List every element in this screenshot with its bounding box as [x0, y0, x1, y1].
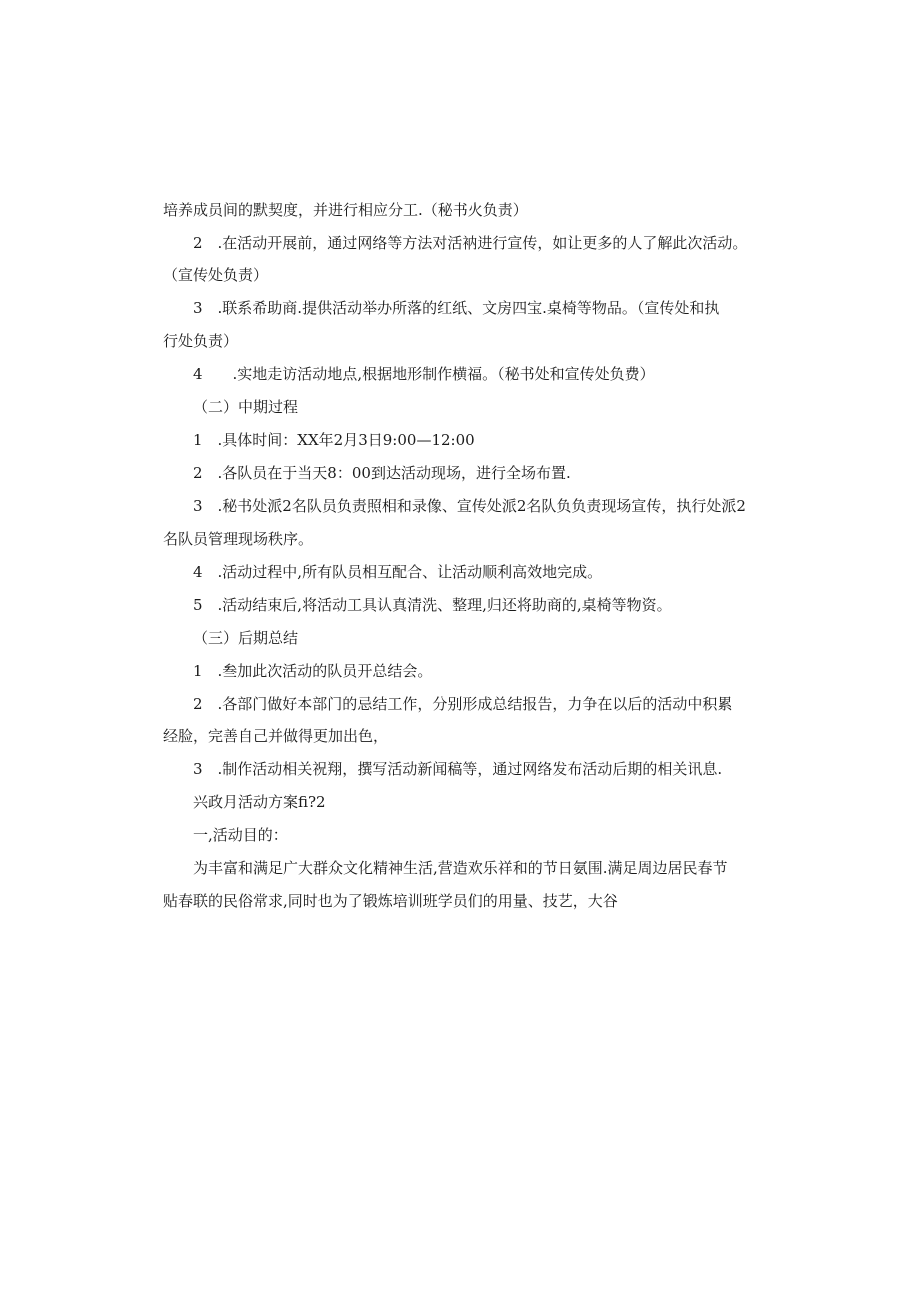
text-line: 4 .活动过程中,所有队员相互配合、让活动顺利高效地完成。	[193, 563, 603, 581]
section-heading: （二）中期过程	[193, 398, 299, 416]
text-line: 2 .在活动开展前，通过网络等方法对活衲进行宣传，如让更多的人了解此次活动。	[193, 234, 748, 252]
section-heading: （三）后期总结	[193, 629, 299, 647]
text-line: 2 .各队员在于当天8：00到达活动现场，进行全场布置.	[193, 464, 571, 482]
text-line: 贴春联的民俗常求,同时也为了锻炼培训班学员们的用量、技艺，大谷	[163, 892, 618, 910]
text-line: 培养成员间的默契度，并进行相应分工.（秘书火负责）	[163, 201, 528, 219]
text-line: 名队员管理现场秩序。	[163, 530, 314, 548]
text-line: 2 .各部门做好本部门的忌结工作，分别形成总结报告，力争在以后的活动中积累	[193, 695, 733, 713]
text-line: 1 .叁加此次活动的队员开总结会。	[193, 662, 433, 680]
text-line: 行处负责）	[163, 332, 239, 350]
text-line: 1 .具体时间：XX年2月3日9:00—12:00	[193, 431, 475, 449]
document-title: 兴政月活动方案fi?2	[193, 793, 326, 811]
text-line: 4 .实地走访活动地点,根据地形制作横福。（秘书处和宣传处负费）	[193, 365, 655, 383]
text-line: 为丰富和满足广大群众文化精神生活,营造欢乐祥和的节日氨围.满足周边居民春节	[193, 859, 728, 877]
text-line: 3 .联系希助商.提供活动举办所落的红纸、文房四宝.桌椅等物品。（宣传处和执	[193, 299, 720, 317]
text-line: 3 .制作活动相关祝翔，撰写活动新闻稿等，通过网络发布活动后期的相关讯息.	[193, 760, 723, 778]
section-heading: 一,活动目的：	[193, 826, 288, 844]
text-line: （宣传处负责）	[163, 266, 269, 284]
text-line: 经脸，完善自己并做得更加出色，	[163, 727, 389, 745]
text-line: 5 .活动结束后,将活动工具认真清洗、整理,归还将助商的,桌椅等物资。	[193, 596, 672, 614]
text-line: 3 .秘书处派2名队员负责照相和录像、宣传处派2名队负负责现场宣传，执行处派2	[193, 497, 746, 515]
